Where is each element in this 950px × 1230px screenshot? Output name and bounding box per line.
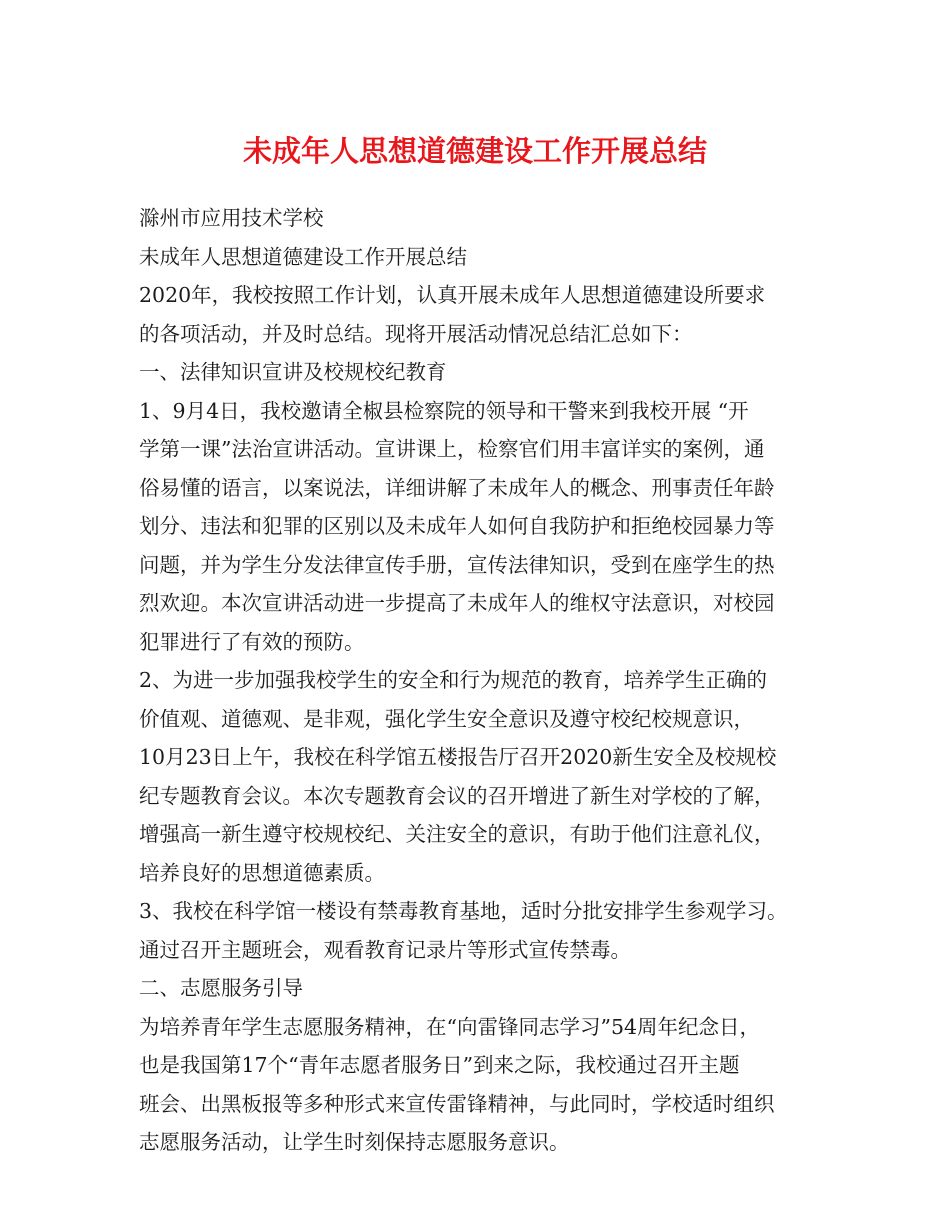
body-line: 纪专题教育会议。本次专题教育会议的召开增进了新生对学校的了解， — [139, 783, 775, 808]
section-heading: 一、法律知识宣讲及校规校纪教育 — [139, 360, 447, 384]
body-line: 2020年，我校按照工作计划，认真开展未成年人思想道德建设所要求 — [139, 283, 766, 307]
body-line: 班会、出黑板报等多种形式来宣传雷锋精神，与此同时，学校适时组织 — [139, 1091, 775, 1116]
body-line: 通过召开主题班会，观看教育记录片等形式宣传禁毒。 — [139, 937, 631, 962]
body-line: 划分、违法和犯罪的区别以及未成年人如何自我防护和拒绝校园暴力等 — [139, 514, 775, 538]
body-line: 问题，并为学生分发法律宣传手册，宣传法律知识，受到在座学生的热 — [139, 552, 775, 577]
body-line: 犯罪进行了有效的预防。 — [139, 629, 365, 654]
body-line: 价值观、道德观、是非观，强化学生安全意识及遵守校纪校规意识， — [139, 706, 754, 731]
document-title: 未成年人思想道德建设工作开展总结 — [242, 134, 707, 168]
body-line: 俗易懂的语言，以案说法，详细讲解了未成年人的概念、刑事责任年龄 — [139, 475, 775, 500]
body-line: 增强高一新生遵守校规校纪、关注安全的意识，有助于他们注意礼仪， — [139, 822, 775, 846]
section-heading: 二、志愿服务引导 — [139, 976, 303, 1000]
body-line: 也是我国第17个“青年志愿者服务日”到来之际，我校通过召开主题 — [139, 1053, 740, 1077]
body-line: 未成年人思想道德建设工作开展总结 — [139, 244, 467, 269]
body-line: 学第一课”法治宣讲活动。宣讲课上，检察官们用丰富详实的案例，通 — [139, 437, 765, 461]
body-line: 1、9月4日，我校邀请全椒县检察院的领导和干警来到我校开展 “开 — [139, 398, 749, 423]
body-line: 为培养青年学生志愿服务精神，在“向雷锋同志学习”54周年纪念日， — [139, 1014, 761, 1039]
body-line: 2、为进一步加强我校学生的安全和行为规范的教育，培养学生正确的 — [139, 668, 768, 692]
body-line: 培养良好的思想道德素质。 — [139, 860, 385, 885]
body-line: 烈欢迎。本次宣讲活动进一步提高了未成年人的维权守法意识，对校园 — [139, 591, 775, 615]
body-line: 的各项活动，并及时总结。现将开展活动情况总结汇总如下： — [139, 321, 693, 346]
body-line: 滁州市应用技术学校 — [139, 206, 324, 230]
document-body — [139, 199, 819, 1162]
body-line: 10月23日上午，我校在科学馆五楼报告厅召开2020新生安全及校规校 — [139, 745, 777, 769]
body-line: 3、我校在科学馆一楼设有禁毒教育基地，适时分批安排学生参观学习。 — [139, 899, 788, 923]
body-line: 志愿服务活动，让学生时刻保持志愿服务意识。 — [139, 1130, 570, 1154]
